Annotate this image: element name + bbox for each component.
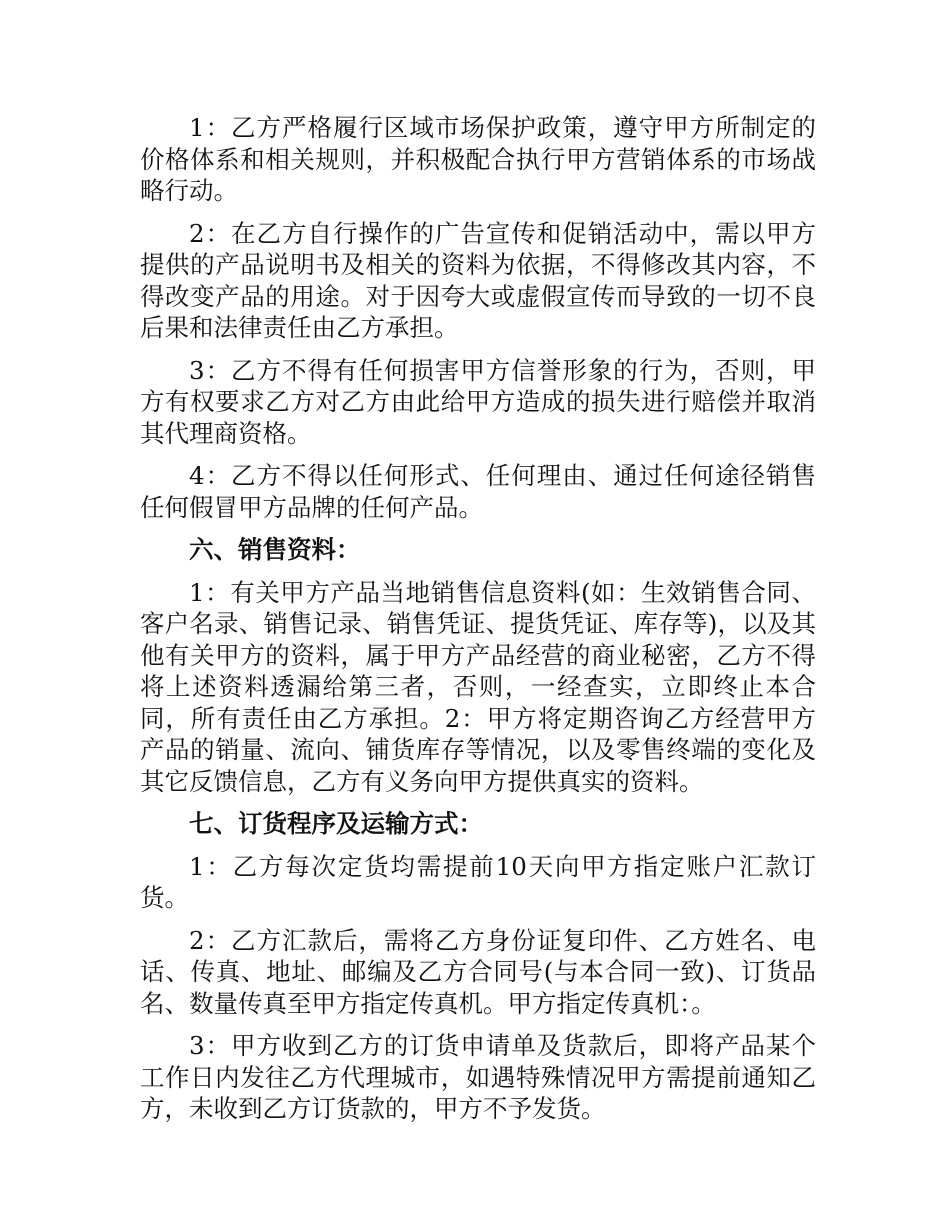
clause-paragraph: 3：甲方收到乙方的订货申请单及货款后，即将产品某个工作日内发往乙方代理城市，如遇特殊情况甲方需提前通知乙方，未收到乙方订货款的，甲方不予发货。 [140, 1031, 816, 1123]
section-heading-sales-materials: 六、销售资料： [189, 535, 361, 564]
section-heading-ordering-procedure: 七、订货程序及运输方式： [189, 809, 483, 838]
clause-paragraph: 1：有关甲方产品当地销售信息资料(如：生效销售合同、客户名录、销售记录、销售凭证、提货凭证、库存等)，以及其他有关甲方的资料，属于甲方产品经营的商业秘密，乙方不得将上述资料透漏给第三者，否则，一经查实，立即终止本合同，所有责任由乙方承担。2：甲方将定期咨询乙方经营甲方产品的销量、流向、铺货库存等情况，以及零售终端的变化及其它反馈信息，乙方有义务向甲方提供真实的资料。 [140, 577, 816, 796]
clause-paragraph: 2：乙方汇款后，需将乙方身份证复印件、乙方姓名、电话、传真、地址、邮编及乙方合同号(与本合同一致)、订货品名、数量传真至甲方指定传真机。甲方指定传真机：。 [140, 925, 816, 1018]
clause-paragraph: 1：乙方每次定货均需提前10天向甲方指定账户汇款订货。 [140, 851, 816, 912]
clause-paragraph: 3：乙方不得有任何损害甲方信誉形象的行为，否则，甲方有权要求乙方对乙方由此给甲方造成的损失进行赔偿并取消其代理商资格。 [140, 355, 816, 448]
clause-paragraph: 4：乙方不得以任何形式、任何理由、通过任何途径销售任何假冒甲方品牌的任何产品。 [140, 461, 816, 522]
clause-paragraph: 1：乙方严格履行区域市场保护政策，遵守甲方所制定的价格体系和相关规则，并积极配合执行甲方营销体系的市场战略行动。 [140, 113, 816, 205]
clause-paragraph: 2：在乙方自行操作的广告宣传和促销活动中，需以甲方提供的产品说明书及相关的资料为依据，不得修改其内容，不得改变产品的用途。对于因夸大或虚假宣传而导致的一切不良后果和法律责任由乙方承担。 [140, 218, 816, 342]
document-page [140, 112, 816, 1136]
